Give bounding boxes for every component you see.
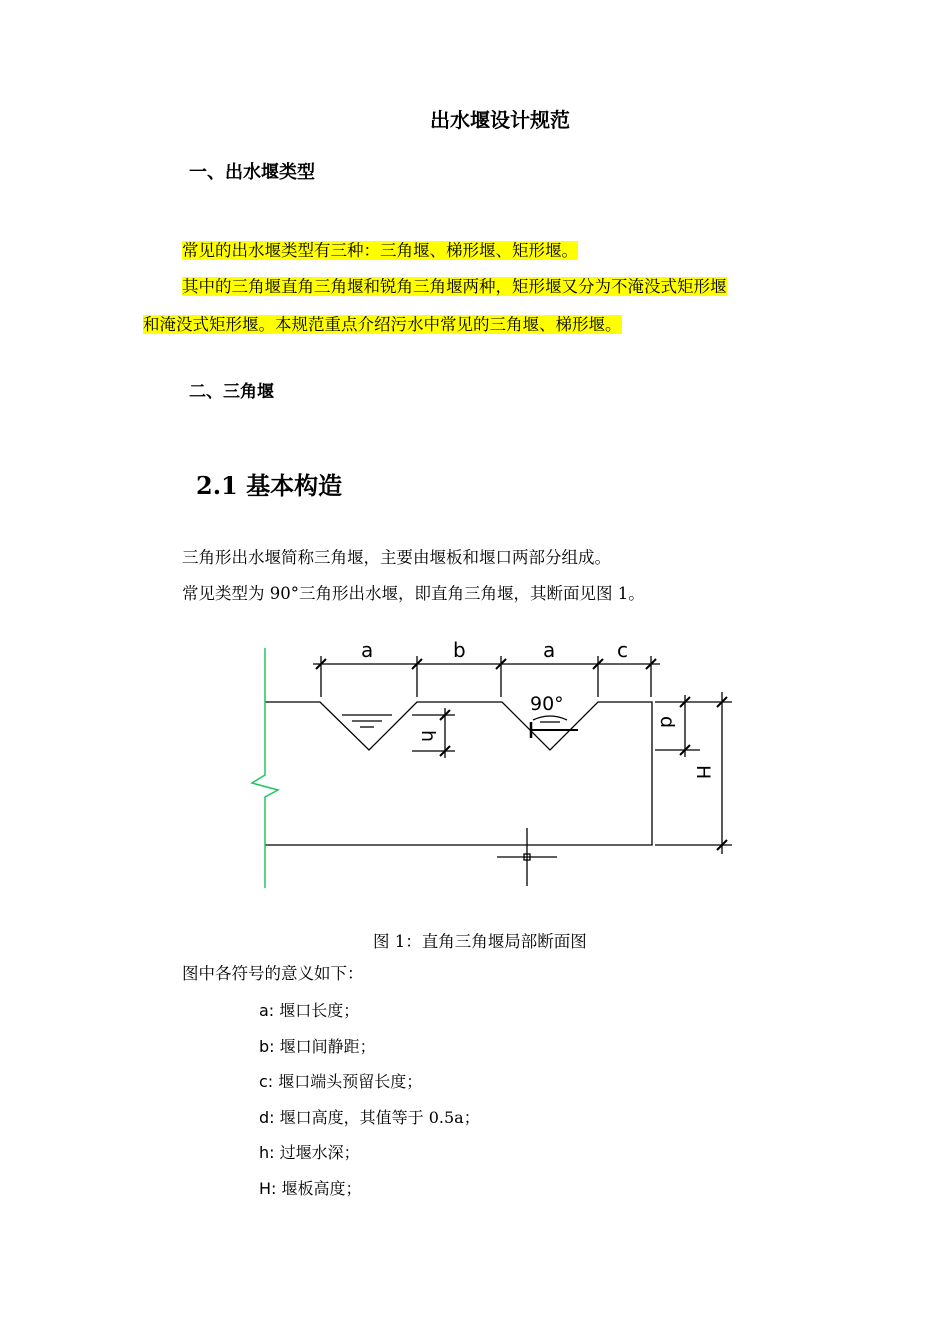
symbol-a: a: 堰口长度； <box>259 1001 360 1020</box>
section-heading-1: 一、出水堰类型 <box>189 162 315 183</box>
wall-break-line <box>252 648 278 888</box>
symbols-intro: 图中各符号的意义如下： <box>182 964 364 983</box>
section-heading-2: 二、三角堰 <box>189 382 274 402</box>
symbol-d: d: 堰口高度，其值等于 0.5a； <box>259 1108 480 1127</box>
paragraph-structure: 三角形出水堰简称三角堰，主要由堰板和堰口两部分组成。 <box>182 548 611 567</box>
paragraph-weir-subtypes-2: 和淹没式矩形堰。本规范重点介绍污水中常见的三角堰、梯形堰。 <box>143 315 622 334</box>
symbol-h: h: 过堰水深； <box>259 1143 360 1162</box>
subsection-heading: 2.1 基本构造 <box>196 471 343 500</box>
angle-label: 90° <box>530 693 564 715</box>
dim-label-b: b <box>453 638 466 662</box>
dim-label-a2: a <box>543 638 556 662</box>
symbol-b: b: 堰口间静距； <box>259 1037 376 1056</box>
paragraph-weir-types: 常见的出水堰类型有三种：三角堰、梯形堰、矩形堰。 <box>182 241 578 260</box>
dim-label-c: c <box>617 638 628 662</box>
symbol-H: H: 堰板高度； <box>259 1179 362 1198</box>
h-label: h <box>417 730 439 743</box>
weir-plate-outline <box>265 702 652 845</box>
d-label: d <box>656 716 678 729</box>
dim-label-a1: a <box>361 638 374 662</box>
paragraph-common-type: 常见类型为 90°三角形出水堰，即直角三角堰，其断面见图 1。 <box>182 584 645 603</box>
paragraph-weir-subtypes-1: 其中的三角堰直角三角堰和锐角三角堰两种，矩形堰又分为不淹没式矩形堰 <box>182 277 727 296</box>
figure-caption: 图 1：直角三角堰局部断面图 <box>373 932 587 951</box>
symbol-c: c: 堰口端头预留长度； <box>259 1072 423 1091</box>
H-label: H <box>692 765 714 780</box>
page-title: 出水堰设计规范 <box>430 108 570 132</box>
angle-arc <box>533 716 567 720</box>
